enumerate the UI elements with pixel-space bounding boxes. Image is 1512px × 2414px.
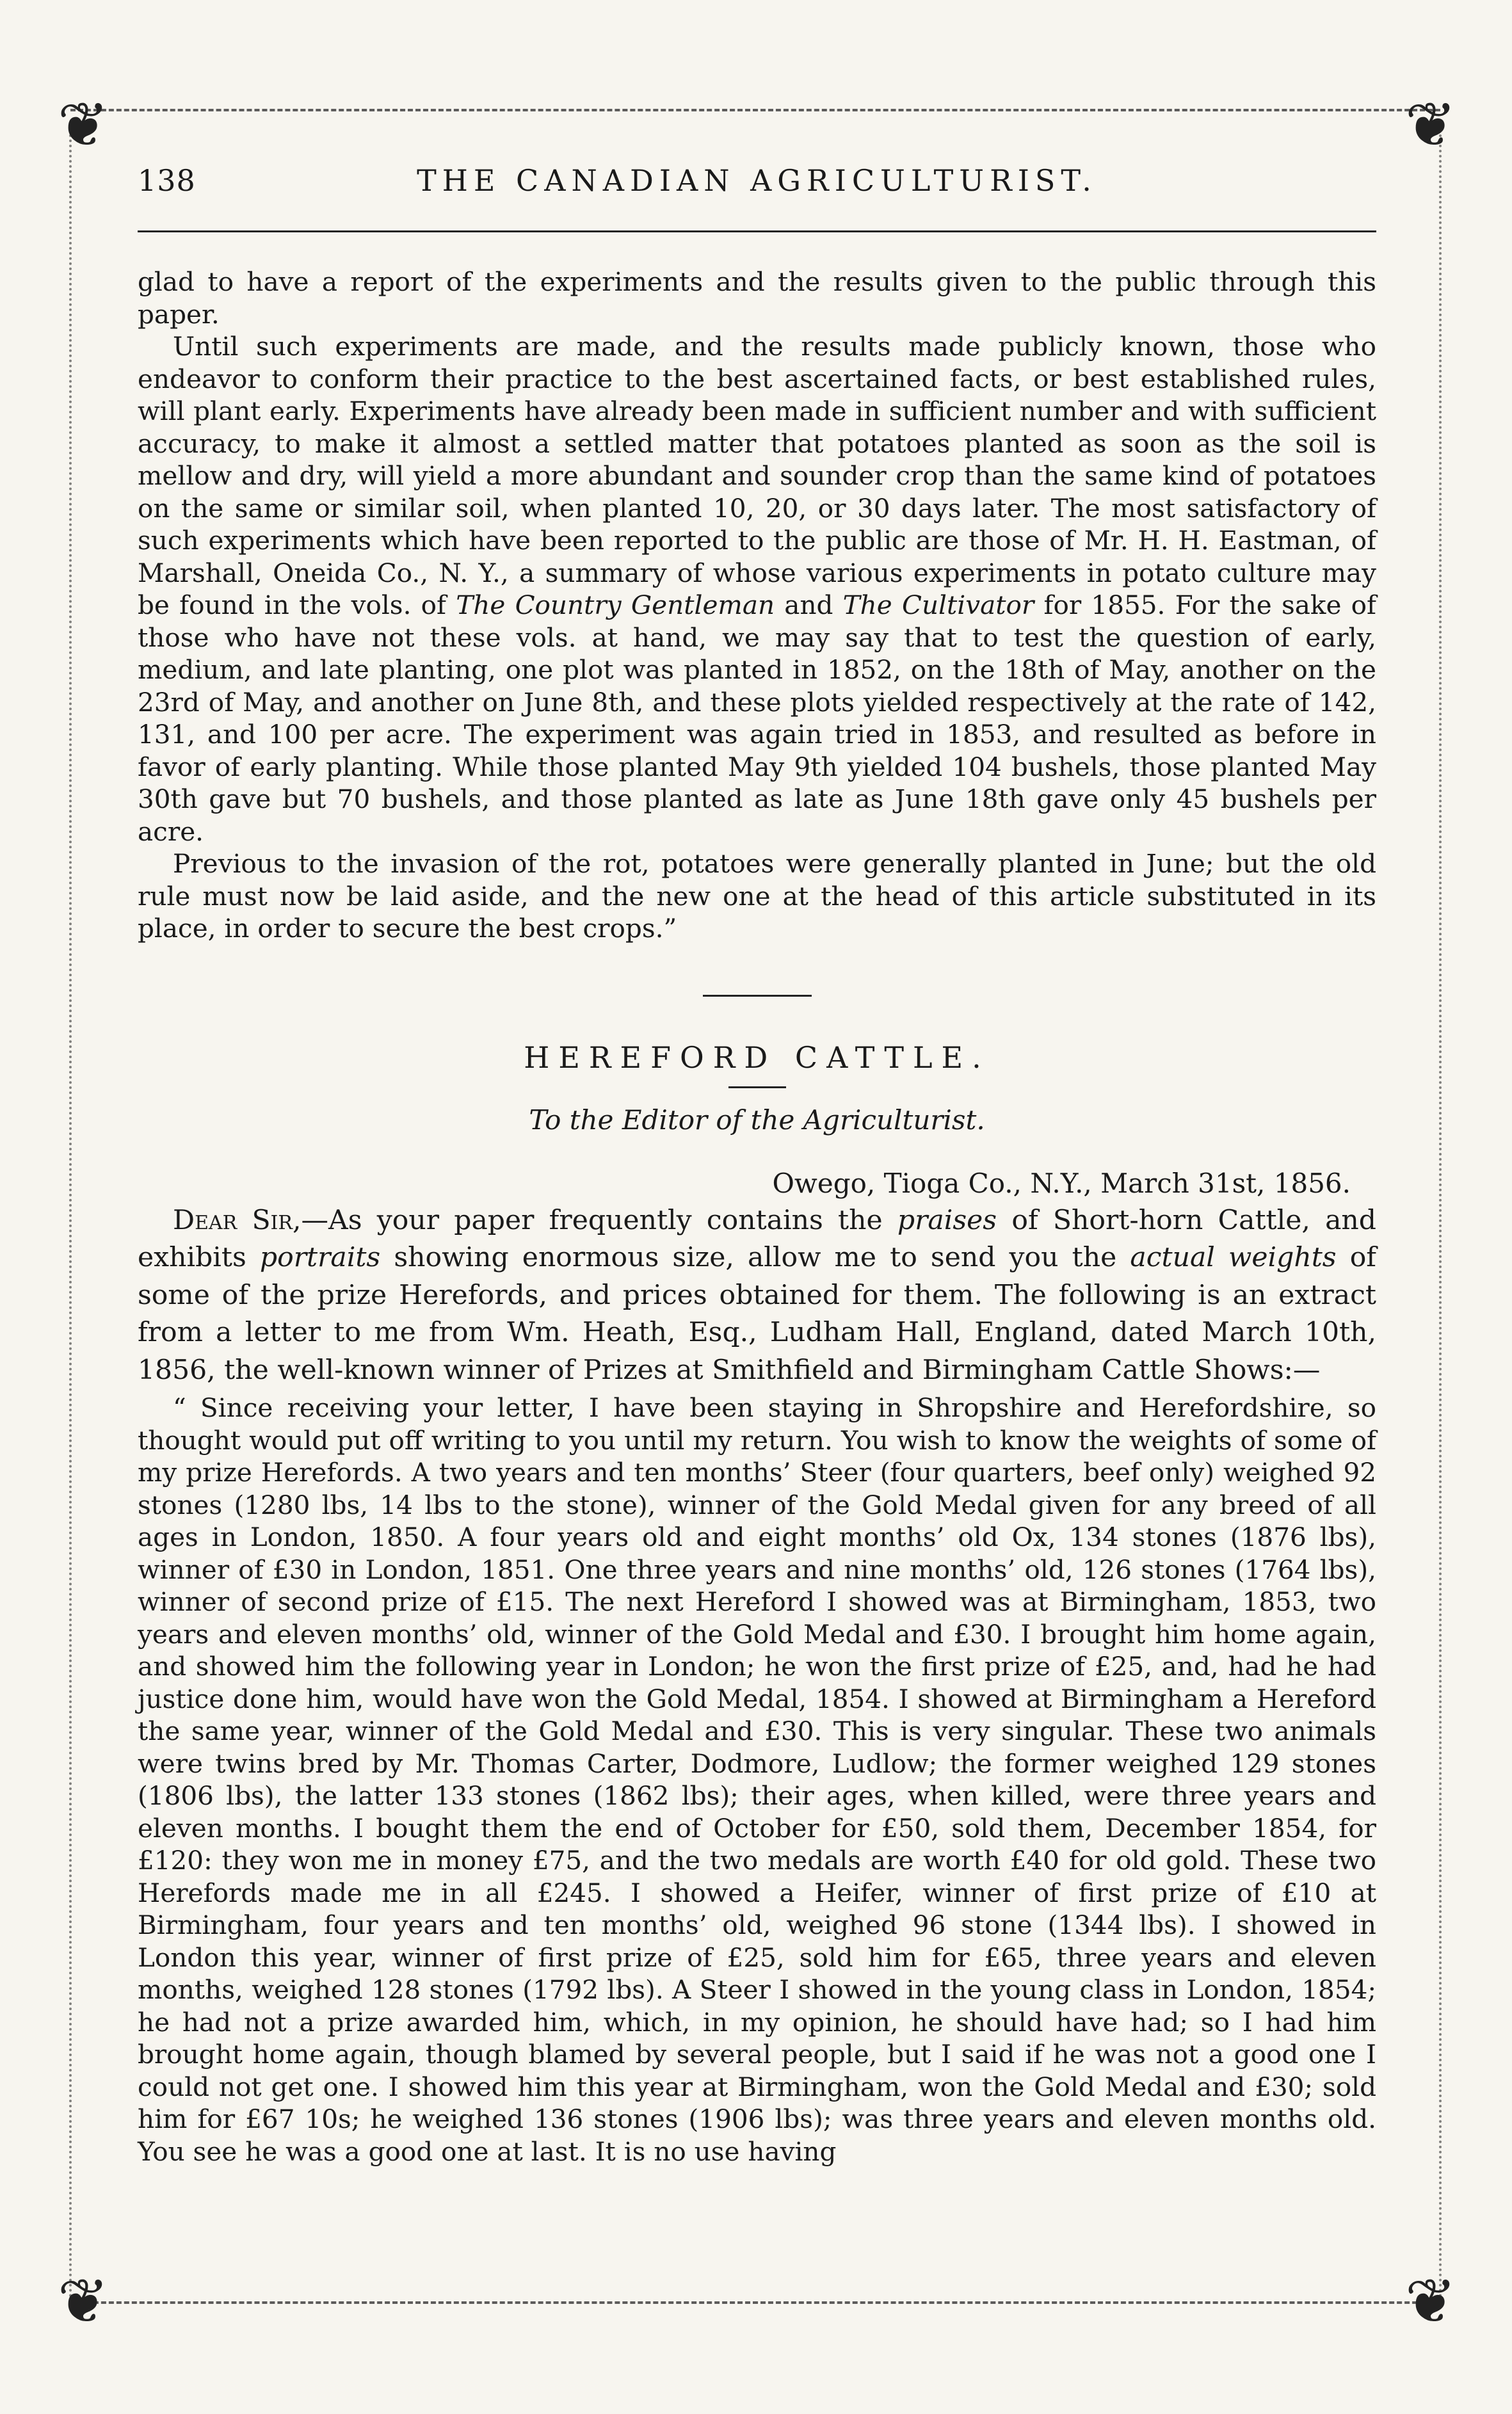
ornamental-border-top: [70, 109, 1440, 125]
journal-title: The Country Gentleman: [456, 590, 775, 620]
paragraph: Dear Sir,—As your paper frequently contains the praises of Short-horn Cattle, and exhibits portraits showing enormous size, allow me to send you the actual weights of some of the prize Herefords, and prices obtained for them. The following is an extract from a letter to me from Wm. Heath, Esq., Ludham Hall, England, dated March 10th, 1856, the well-known winner of Prizes at Smithfield and Birmingham Cattle Shows:—: [138, 1204, 1377, 1386]
paragraph: “ Since receiving your letter, I have been staying in Shropshire and Herefordshire, so thought would put off writing to you until my return. You wish to know the weights of some of my prize Herefords. A two years and ten months’ Steer (four quarters, beef only) weighed 92 stones (1280 lbs, 14 lbs to the stone), winner of the Gold Medal given for any breed of all ages in London, 1850. A four years old and eight months’ old Ox, 134 stones (1876 lbs), winner of £30 in London, 1851. One three years and nine months’ old, 126 stones (1764 lbs), winner of second prize of £15. The next Hereford I showed was at Birmingham, 1853, two years and eleven months’ old, winner of the Gold Medal and £30. I brought him home again, and showed him the following year in London; he won the first prize of £25, and, had he had justice done him, would have won the Gold Medal, 1854. I showed at Birmingham a Hereford the same year, winner of the Gold Medal and £30. This is very singular. These two animals were twins bred by Mr. Thomas Carter, Dodmore, Ludlow; the former weighed 129 stones (1806 lbs), the latter 133 stones (1862 lbs); their ages, when killed, were three years and eleven months. I bought them the end of October for £50, sold them, December 1854, for £120: they won me in money £75, and the two medals are worth £40 for old gold. These two Herefords made me in all £245. I showed a Heifer, winner of first prize of £10 at Birmingham, four years and ten months’ old, weighed 96 stone (1344 lbs). I showed in London this year, winner of first prize of £25, sold him for £65, three years and eleven months, weighed 128 stones (1792 lbs). A Steer I showed in the young class in London, 1854; he had not a prize awarded him, which, in my opinion, he should have had; so I had him brought home again, though blamed by several people, but I said if he was not a good one I could not get one. I showed him this year at Birmingham, won the Gold Medal and £30; sold him for £67 10s; he weighed 136 stones (1906 lbs); was three years and eleven months old. You see he was a good one at last. It is no use having: [138, 1392, 1376, 2167]
corner-ornament-icon: ❦: [57, 2265, 109, 2337]
journal-title: The Cultivator: [842, 590, 1034, 620]
section-divider: [703, 995, 812, 997]
dedication: To the Editor of the Agriculturist.: [529, 1104, 985, 1136]
paragraph: Until such experiments are made, and the results made publicly known, those who endeavor to conform their practice to the best ascertained facts, or best established rules, will plant early. Experiments have already been made in sufficient number and with sufficient accuracy, to make it almost a settled matter that potatoes planted as soon as the soil is mellow and dry, will yield a more abundant and sounder crop than the same kind of potatoes on the same or similar soil, when planted 10, 20, or 30 days later. The most satisfactory of such experiments which have been reported to the public are those of Mr. H. H. Eastman, of Marshall, Oneida Co., N. Y., a summary of whose various experiments in potato culture may be found in the vols. of The Country Gentleman and The Cultivator for 1855. For the sake of those who have not these vols. at hand, we may say that to test the question of early, medium, and late planting, one plot was planted in 1852, on the 18th of May, another on the 23rd of May, and another on June 8th, and these plots yielded respectively at the rate of 142, 131, and 100 per acre. The experiment was again tried in 1853, and resulted as before in favor of early planting. While those planted May 9th yielded 104 bushels, those planted May 30th gave but 70 bushels, and those planted as late as June 18th gave only 45 bushels per acre.: [138, 331, 1377, 847]
page-header: [138, 163, 1376, 214]
salutation: Dear Sir,: [173, 1204, 302, 1236]
title-divider: [728, 1086, 786, 1088]
section-title: HEREFORD CATTLE.: [524, 1040, 990, 1075]
running-title: THE CANADIAN AGRICULTURIST.: [417, 163, 1097, 198]
corner-ornament-icon: ❦: [1404, 89, 1457, 161]
ornamental-border-right: [1439, 134, 1453, 2305]
ornamental-border-left: [69, 134, 83, 2305]
page-body: [138, 266, 1376, 2168]
ornamental-border-bottom: [70, 2301, 1440, 2318]
corner-ornament-icon: ❦: [1404, 2265, 1457, 2337]
quoted-letter: [138, 1392, 1376, 2168]
paragraph: Previous to the invasion of the rot, potatoes were generally planted in June; but the old rule must now be laid aside, and the new one at the head of this article substituted in its place, in order to secure the best crops.”: [138, 848, 1376, 944]
paragraph: glad to have a report of the experiments and the results given to the public through this paper.: [138, 266, 1376, 330]
dateline: Owego, Tioga Co., N.Y., March 31st, 1856.: [772, 1167, 1351, 1199]
corner-ornament-icon: ❦: [57, 89, 109, 161]
header-rule: [138, 230, 1376, 232]
page-number: 138: [138, 163, 196, 198]
letter-intro: [138, 1202, 1376, 1390]
